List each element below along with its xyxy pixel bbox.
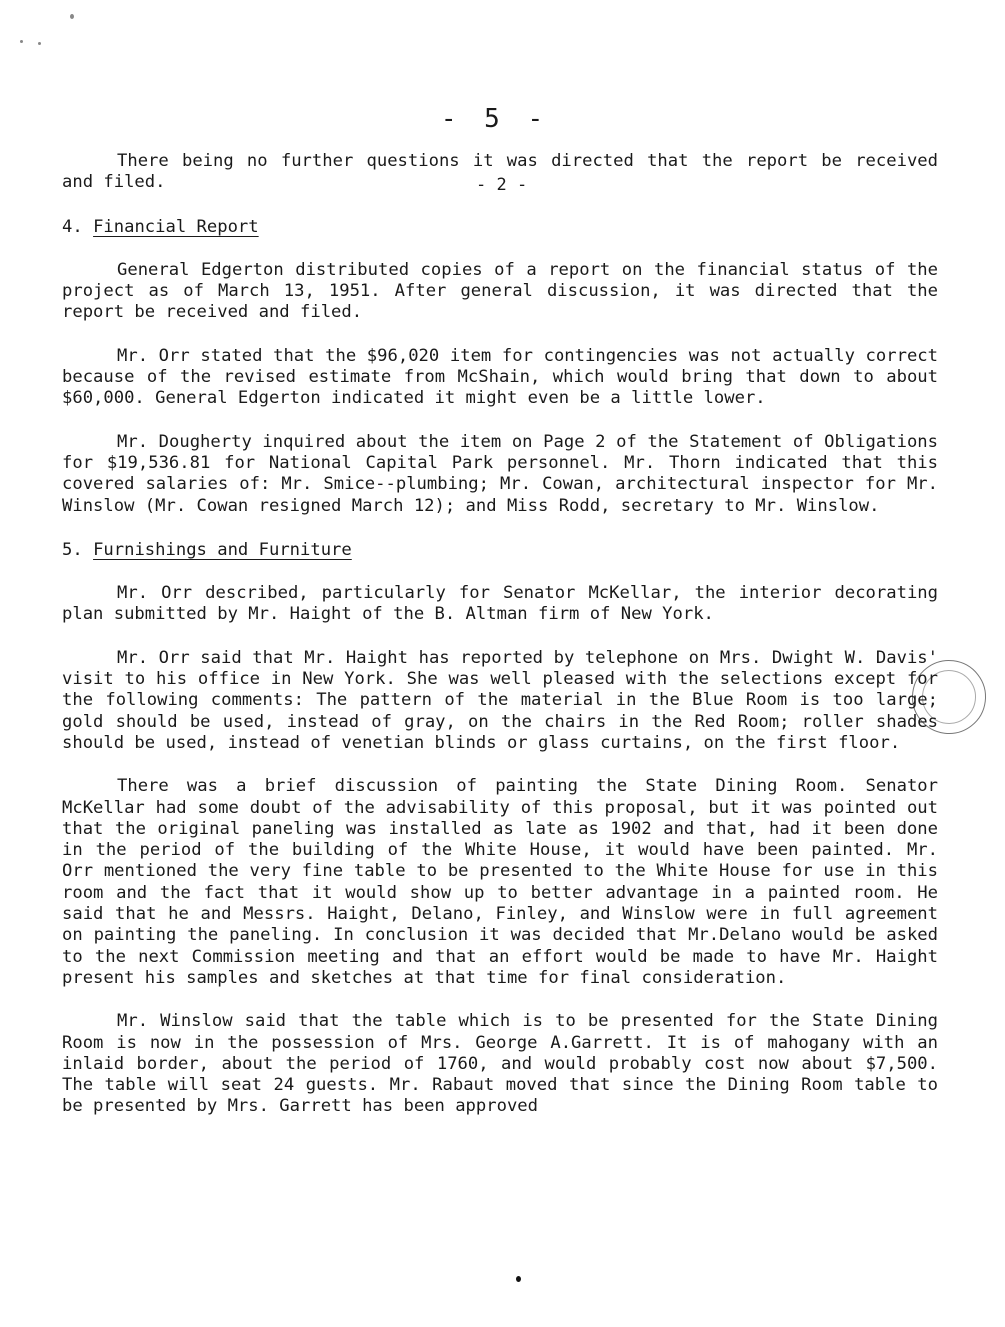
paragraph: Mr. Dougherty inquired about the item on Page 2 of the Statement of Obligations for $19,536.81 for National Capital Park personnel. Mr. Thorn indicated that this covered salaries of: Mr. Smice--plumbing; Mr. Cowan, architectural inspector for Mr. Winslow (Mr. Cowan resigned March 12); and Miss Rodd, secretary to Mr. Winslow. <box>62 431 938 516</box>
paragraph: There was a brief discussion of painting the State Dining Room. Senator McKellar had some doubt of the advisability of this proposal, but it was pointed out that the original paneling was installed as late as 1902 and that, had it been done in the period of the building of the White House, it would have been painted. Mr. Orr mentioned the very fine table to be presented to the White House for use in this room and the fact that it would show up to better advantage in a painted room. He said that he and Messrs. Haight, Delano, Finley, and Winslow were in full agreement on painting the paneling. In conclusion it was decided that Mr.Delano would be asked to the next Commission meeting and that an effort would be made to have Mr. Haight present his samples and sketches at that time for final consideration. <box>62 776 938 988</box>
intro-block <box>62 151 938 194</box>
section-number: 5. <box>62 539 83 560</box>
page-number: - 5 - <box>440 104 550 134</box>
document-body <box>62 151 938 1118</box>
paragraph: General Edgerton distributed copies of a report on the financial status of the project as of March 13, 1951. After general discussion, it was directed that the report be received and filed. <box>62 259 938 323</box>
section-heading-financial <box>62 217 938 238</box>
paragraph: Mr. Winslow said that the table which is to be presented for the State Dining Room is now in the possession of Mrs. George A.Garrett. It is of mahogany with an inlaid border, about the period of 1760, and would probably cost now about $7,500. The table will seat 24 guests. Mr. Rabaut moved that since the Dining Room table to be presented by Mrs. Garrett has been approved <box>62 1011 938 1117</box>
paragraph: Mr. Orr described, particularly for Senator McKellar, the interior decorating plan submitted by Mr. Haight of the B. Altman firm of New York. <box>62 583 938 625</box>
section-heading-furnishings <box>62 540 938 561</box>
paragraph: Mr. Orr stated that the $96,020 item for contingencies was not actually correct because of the revised estimate from McShain, which would bring that down to about $60,000. General Edgerton indicated it might even be a little lower. <box>62 345 938 409</box>
bottom-dot <box>516 1276 521 1282</box>
sub-page-number: - 2 - <box>476 175 528 195</box>
margin-speck <box>38 42 41 45</box>
paragraph: Mr. Orr said that Mr. Haight has reported by telephone on Mrs. Dwight W. Davis' visit to his office in New York. She was well pleased with the selections except for the following comments: The pattern of the material in the Blue Room is too large; gold should be used, instead of gray, on the chairs in the Red Room; roller shades should be used, instead of venetian blinds or glass curtains, on the first floor. <box>62 647 938 753</box>
section-number: 4. <box>62 216 83 237</box>
intro-paragraph: There being no further questions it was directed that the report be received and filed. <box>62 151 938 193</box>
margin-speck <box>20 40 23 43</box>
section-title: Financial Report <box>93 216 259 237</box>
margin-speck <box>70 14 74 19</box>
section-title: Furnishings and Furniture <box>93 539 352 560</box>
